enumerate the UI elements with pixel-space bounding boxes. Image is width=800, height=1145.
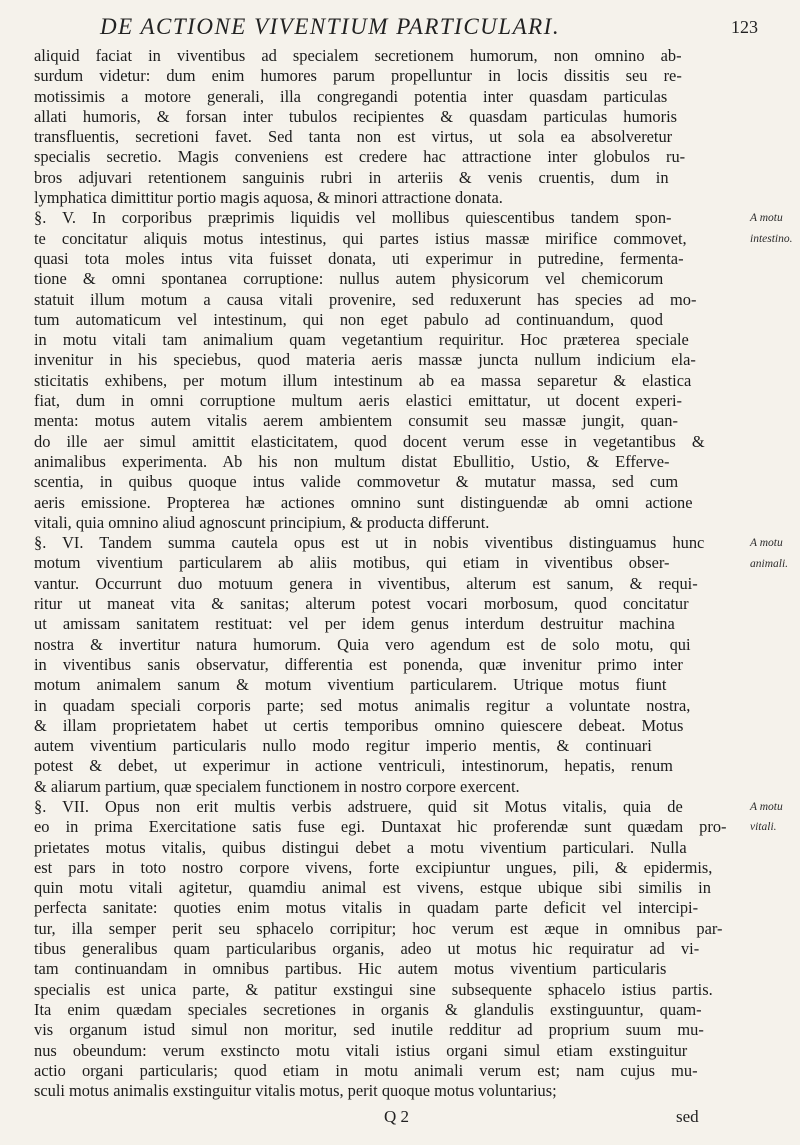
text-line: sticitatis exhibens, per motum illum intestinum ab ea massa separetur & elastica	[34, 370, 692, 390]
text-line: lymphatica dimittitur portio magis aquosa, & minori attractione donata.	[34, 188, 503, 208]
catchword: sed	[676, 1107, 699, 1126]
text-line: allati humoris, & forsan inter tubulos recipientes & quasdam particulas humoris	[34, 106, 678, 126]
margin-note: A motu	[750, 537, 783, 550]
text-line: actio organi particularis; quod etiam in motu animali verum est; nam cujus mu-	[34, 1060, 698, 1080]
text-line: motissimis a motore generali, illa congregandi potentia inter quasdam particulas	[34, 86, 668, 106]
text-line: Ita enim quædam speciales secretiones in organis & glandulis exstinguuntur, quam-	[34, 999, 702, 1019]
text-line: tam continuandam in omnibus partibus. Hic autem motus viventium particularis	[34, 959, 667, 979]
text-line: te concitatur aliquis motus intestinus, qui partes istius massæ mirifice commovet,	[34, 228, 687, 248]
text-line: tibus generalibus quam particularibus organis, adeo ut motus hic requiratur ad vi-	[34, 939, 700, 959]
text-line: tum automaticum vel intestinum, qui non eget pabulo ad continuandum, quod	[34, 309, 663, 329]
text-line: potest & debet, ut experimur in actione ventriculi, intestinorum, hepatis, renum	[34, 756, 673, 776]
text-line: surdum videtur: dum enim humores parum propelluntur in locis dissitis seu re-	[34, 66, 682, 86]
text-line: tione & omni spontanea corruptione: nullus autem physicorum vel chemicorum	[34, 269, 664, 289]
text-line: bros adjuvari retentionem sanguinis rubri in arteriis & venis cruentis, dum in	[34, 167, 669, 187]
text-line: §. VII. Opus non erit multis verbis adstruere, quid sit Motus vitalis, quia de	[34, 796, 683, 816]
text-line: perfecta sanitate: quoties enim motus vitalis in quadam parte deficit vel intercipi-	[34, 898, 699, 918]
text-line: transfluentis, secretioni favet. Sed tanta non est virtus, ut sola ea absolveretur	[34, 127, 673, 147]
text-line: ritur ut maneat vita & sanitas; alterum potest vocari morbosum, quod concitatur	[34, 594, 689, 614]
text-line: aeris emissione. Propterea hæ actiones omnino sunt distinguendæ ab omni actione	[34, 492, 693, 512]
text-line: in viventibus sanis observatur, differentia est ponenda, quæ invenitur primo inter	[34, 654, 683, 674]
margin-note: animali.	[750, 557, 789, 570]
text-line: animalibus experimenta. Ab his non multum distat Ebullitio, Ustio, & Efferve-	[34, 451, 670, 471]
text-line: eo in prima Exercitatione satis fuse egi. Duntaxat hic proferendæ sunt quædam pro-	[34, 817, 727, 837]
text-line: statuit illum motum a causa vitali provenire, sed reduxerunt has species ad mo-	[34, 289, 697, 309]
margin-note: vitali.	[750, 821, 777, 834]
text-line: specialis secretio. Magis conveniens est credere hac attractione inter globulos ru-	[34, 147, 686, 167]
text-line: in motu vitali tam animalium quam vegetantium requiritur. Hoc præterea speciale	[34, 330, 689, 350]
margin-note: A motu	[750, 801, 783, 814]
text-line: scentia, in quibus quoque intus valide commovetur & mutatur massa, sed cum	[34, 472, 679, 492]
text-line: do ille aer simul amittit elasticitatem, quod docent verum esse in vegetantibus &	[34, 431, 705, 451]
margin-note: A motu	[750, 212, 783, 225]
text-line: motum viventium particularem ab aliis motibus, qui etiam in viventibus obser-	[34, 553, 670, 573]
text-line: autem viventium particularis nullo modo regitur imperio mentis, & continuari	[34, 736, 652, 756]
text-line: menta: motus autem vitalis aerem ambientem consumit seu massæ jungit, quan-	[34, 411, 678, 431]
text-line: nostra & invertitur natura humorum. Quia vero agendum est de solo motu, qui	[34, 634, 691, 654]
text-line: & aliarum partium, quæ specialem functionem in nostro corpore exercent.	[34, 776, 520, 796]
text-line: est pars in toto nostro corpore vivens, forte excipiuntur ungues, pili, & epidermis,	[34, 857, 713, 877]
body-text	[34, 46, 746, 1101]
text-line: prietates motus vitalis, quibus distingui debet a motu viventium particulari. Nulla	[34, 837, 687, 857]
text-line: invenitur in his speciebus, quod materia aeris massæ juncta nullum indicium ela-	[34, 350, 696, 370]
text-line: §. V. In corporibus præprimis liquidis vel mollibus quiescentibus tandem spon-	[34, 208, 672, 228]
signature-mark: Q 2	[384, 1107, 410, 1126]
text-line: vitali, quia omnino aliud agnoscunt principium, & producta differunt.	[34, 512, 490, 532]
text-line: quin motu vitali agitetur, quamdiu animal est vivens, estque ubique sibi similis in	[34, 878, 711, 898]
text-line: nus obeundum: verum exstincto motu vitali istius organi simul etiam exstinguitur	[34, 1040, 688, 1060]
text-line: ut amissam sanitatem restituat: vel per idem genus interdum destruitur machina	[34, 614, 675, 634]
text-line: motum animalem sanum & motum viventium particularem. Utrique motus fiunt	[34, 675, 667, 695]
text-line: sculi motus animalis exstinguitur vitalis motus, perit quoque motus voluntarius;	[34, 1081, 557, 1101]
text-line: & illam proprietatem habet ut certis temporibus omnino quiescere debeat. Motus	[34, 715, 684, 735]
text-line: fiat, dum in omni corruptione multum aeris elastici emittatur, ut docent experi-	[34, 391, 682, 411]
text-line: in quadam speciali corporis parte; sed motus animalis regitur a voluntate nostra,	[34, 695, 691, 715]
text-line: aliquid faciat in viventibus ad specialem secretionem humorum, non omnino ab-	[34, 46, 682, 65]
running-title: DE ACTIONE VIVENTIUM PARTICULARI.	[100, 14, 561, 39]
text-line: §. VI. Tandem summa cautela opus est ut in nobis viventibus distinguamus hunc	[34, 533, 705, 553]
margin-note: intestino.	[750, 232, 793, 245]
text-line: tur, illa semper perit seu sphacelo corripitur; hoc verum est æque in omnibus par-	[34, 918, 723, 938]
text-line: quasi tota moles intus vita fuisset donata, uti experimur in putredine, fermenta-	[34, 248, 684, 268]
text-line: specialis est unica parte, & patitur exstingui sine subsequente sphacelo istius partis.	[34, 979, 713, 999]
text-line: vantur. Occurrunt duo motuum genera in viventibus, alterum est sanum, & requi-	[34, 573, 698, 593]
page-number: 123	[731, 17, 758, 37]
text-line: vis organum istud simul non moritur, sed inutile redditur ad proprium suum mu-	[34, 1020, 704, 1040]
